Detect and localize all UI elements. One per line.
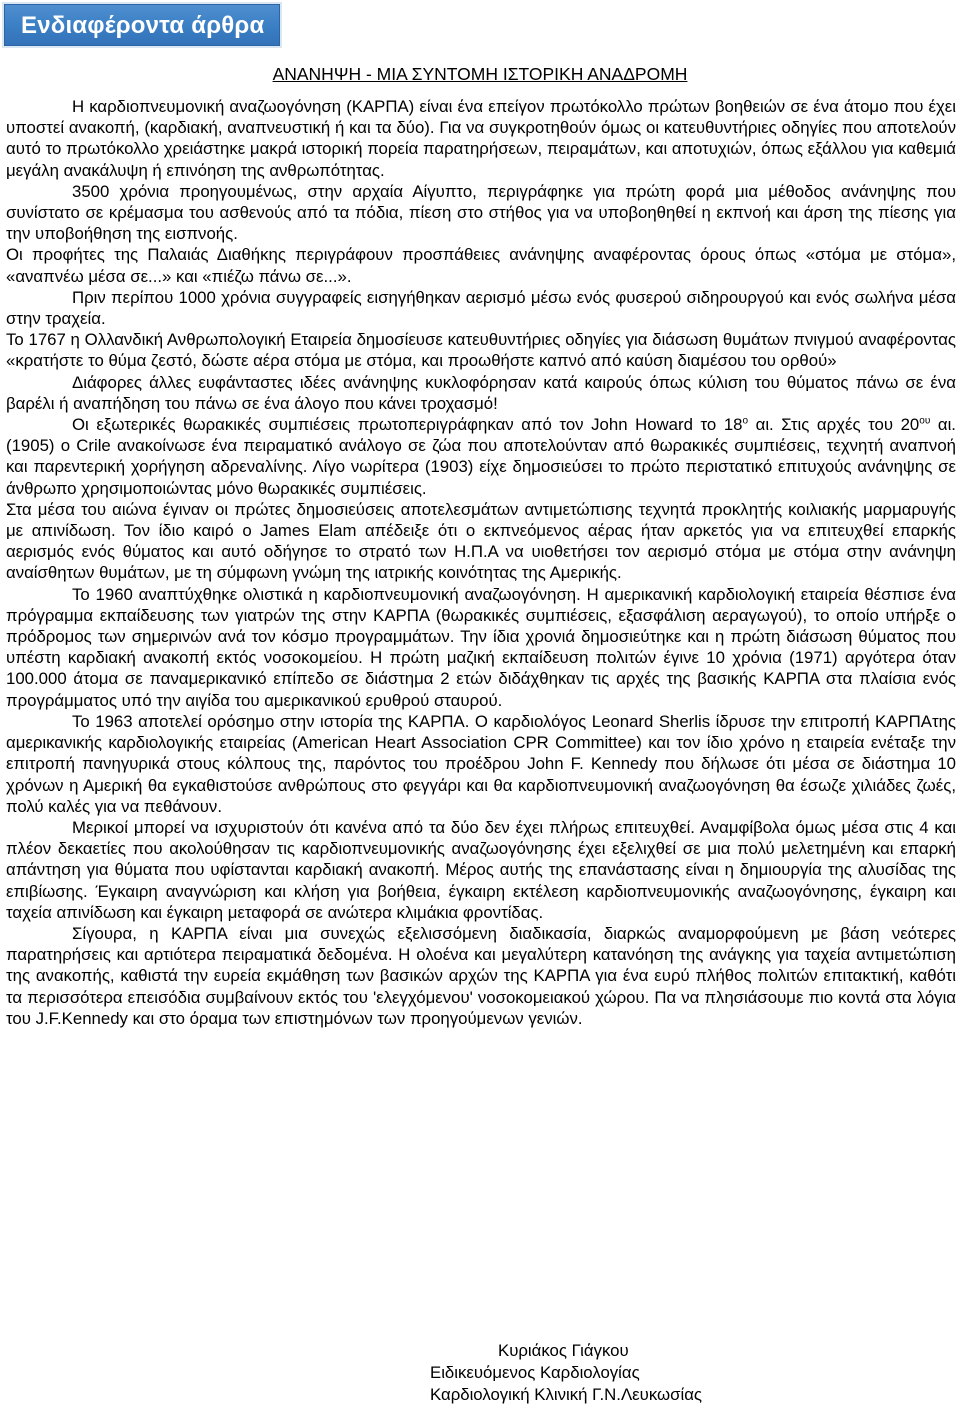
paragraph: Μερικοί μπορεί να ισχυριστούν ότι κανένα από τα δύο δεν έχει πλήρως επιτευχθεί. Αναμφίβολα όμως μέσα στις 4 και πλέον δεκαετίες που ακολούθησαν τις καρδιοπνευμονικής αναζωογόνησης έχει εξελιχθεί σε μια πολύ μελετημένη και επαρκή απάντηση για θύματα που υφίστανται καρδιακή ανακοπή. Μέρος αυτής της επανάστασης είναι η δημιουργία της αλυσίδας της επιβίωσης. Έγκαιρη αναγνώριση και κλήση για βοήθεια, έγκαιρη εκτέλεση καρδιοπνευμονικής αναζωογόνησης, έγκαιρη και ταχεία απινίδωση και έγκαιρη μεταφορά σε ανώτερα κλιμάκια φροντίδας.	[6, 817, 956, 922]
paragraph: Στα μέσα του αιώνα έγιναν οι πρώτες δημοσιεύσεις αποτελεσμάτων αντιμετώπισης τεχνητά προκλητής κοιλιακής μαρμαρυγής με απινίδωση. Τον ίδιο καιρό ο James Elam απέδειξε ότι ο εκπνεόμενος αέρας ήταν αρκετός για να επιτευχθεί επαρκής αερισμός ενός θύματος και αυτό οδήγησε το στρατό των Η.Π.Α να υιοθετήσει τον αερισμό στόμα με στόμα στην ανάνηψη αναίσθητων θυμάτων, με τη σύμφωνη γνώμη της ιατρικής κοινότητας της Αμερικής.	[6, 499, 956, 583]
superscript: ου	[919, 415, 931, 427]
section-banner: Ενδιαφέροντα άρθρα	[4, 4, 280, 46]
text-run: αι. (1905) ο Crile ανακοίνωσε ένα πειραματικό ανάλογο σε ζώα που αποτελούνταν από θωρακικές συμπιέσεις, τεχνητή αναπνοή και παρεντερική χορήγηση αδρεναλίνης. Λίγο νωρίτερα (1903) είχε δημοσιεύσει το πρώτο περιστατικό επιτυχούς ανάνηψης σε άνθρωπο χρησιμοποιώντας μόνο θωρακικές συμπιέσεις.	[6, 415, 956, 498]
text-run: Οι εξωτερικές θωρακικές συμπιέσεις πρωτοπεριγράφηκαν από τον John Howard το 18	[72, 415, 743, 435]
paragraph: Το 1963 αποτελεί ορόσημο στην ιστορία της ΚΑΡΠΑ. Ο καρδιολόγος Leonard Sherlis ίδρυσε την επιτροπή ΚΑΡΠΑτης αμερικανικής καρδιολογικής εταιρείας (American Heart Association CPR Committee) και τον ίδιο χρόνο η εταιρεία ενέταξε την επιτροπή πανηγυρικά στους κόλπους της, παρόντος του προέδρου John F. Kennedy που δήλωσε ότι μέσα σε διάστημα 10 χρόνων η Αμερική θα εγκαθιστούσε ανθρώπους στο φεγγάρι και θα καρδιοπνευμονική αναζωογόνηση θα έσωζε χιλιάδες ζωές, πολύ καλές για να πεθάνουν.	[6, 711, 956, 816]
signature-block	[430, 1340, 702, 1406]
paragraph: 3500 χρόνια προηγουμένως, στην αρχαία Αίγυπτο, περιγράφηκε για πρώτη φορά μια μέθοδος ανάνηψης που συνίστατο σε κρέμασμα του ασθενούς από τα πόδια, πίεση στο στήθος για να υποβοηθηθεί η εκπνοή και άρση της πίεσης για την υποβοήθηση της εισπνοής.	[6, 181, 956, 244]
paragraph: Οι προφήτες της Παλαιάς Διαθήκης περιγράφουν προσπάθειες ανάνηψης αναφέροντας όρους όπως «στόμα με στόμα», «αναπνέω μέσα σε...» και «πιέζω πάνω σε...».	[6, 245, 956, 286]
author-name: Κυριάκος Γιάγκου	[498, 1341, 629, 1360]
superscript: ο	[742, 415, 749, 427]
text-run: αι. Στις αρχές του 20	[748, 415, 920, 435]
paragraph: Πριν περίπου 1000 χρόνια συγγραφείς εισηγήθηκαν αερισμό μέσω ενός φυσερού σιδηρουργού και ενός σωλήνα μέσα στην τραχεία.	[6, 287, 956, 329]
paragraph: Η καρδιοπνευμονική αναζωογόνηση (ΚΑΡΠΑ) είναι ένα επείγον πρωτόκολλο πρώτων βοηθειών σε ένα άτομο που έχει υποστεί ανακοπή, (καρδιακή, αναπνευστική ή και τα δύο). Για να συγκροτηθούν όμως οι κατευθυντήριες οδηγίες που αποτελούν αυτό το πρωτόκολλο χρειάστηκε μακρά ιστορική πορεία παρατηρήσεων, πειραμάτων, και αποτυχιών, όπως εξάλλου για καθεμιά μεγάλη ανακάλυψη ή επινόηση της ανθρωπότητας.	[6, 97, 956, 180]
author-role: Ειδικευόμενος Καρδιολογίας	[430, 1363, 640, 1382]
article-title: ΑΝΑΝΗΨΗ - ΜΙΑ ΣΥΝΤΟΜΗ ΙΣΤΟΡΙΚΗ ΑΝΑΔΡΟΜΗ	[272, 64, 688, 84]
paragraph	[6, 414, 956, 499]
author-affiliation: Καρδιολογική Κλινική Γ.Ν.Λευκωσίας	[430, 1385, 702, 1404]
article-body	[6, 96, 956, 1029]
paragraph: Το 1767 η Ολλανδική Ανθρωπολογική Εταιρεία δημοσίευσε κατευθυντήριες οδηγίες για διάσωση θυμάτων πνιγμού αναφέροντας «κρατήστε το θύμα ζεστό, δώστε αέρα στόμα με στόμα, και προωθήστε καπνό από καύση διαμέσου του ορθού»	[6, 330, 956, 371]
paragraph: Διάφορες άλλες ευφάνταστες ιδέες ανάνηψης κυκλοφόρησαν κατά καιρούς όπως κύλιση του θύματος πάνω σε ένα βαρέλι ή αναπήδηση του πάνω σε ένα άλογο που κάνει τροχασμό!	[6, 372, 956, 413]
paragraph: Το 1960 αναπτύχθηκε ολιστικά η καρδιοπνευμονική αναζωογόνηση. Η αμερικανική καρδιολογική εταιρεία θέσπισε ένα πρόγραμμα εκπαίδευσης των γιατρών της στην ΚΑΡΠΑ (θωρακικές συμπιέσεις, εξασφάλιση αεραγωγού), το οποίο υπήρξε ο πρόδρομος των σημερινών ανά τον κόσμο προγραμμάτων. Την ίδια χρονιά δημοσιεύτηκε και η πρώτη διάσωση θύματος που υπέστη καρδιακή ανακοπή εκτός νοσοκομείου. Η πρώτη μαζική εκπαίδευση πολιτών έγινε 10 χρόνια (1971) αργότερα όταν 100.000 άτομα σε παναμερικανικό επίπεδο σε διάστημα 2 ετών διδάχθηκαν τις αρχές της βασικής ΚΑΡΠΑ στα πλαίσια ενός προγράμματος υπό την αιγίδα του αμερικανικού ερυθρού σταυρού.	[6, 584, 956, 710]
paragraph: Σίγουρα, η ΚΑΡΠΑ είναι μια συνεχώς εξελισσόμενη διαδικασία, διαρκώς αναμορφούμενη με βάση νεότερες παρατηρήσεις και αρτιότερα πειραματικά δεδομένα. Η ολοένα και μεγαλύτερη κατανόηση της ανάγκης για ταχεία αντιμετώπιση της ανακοπής, καθιστά την ευρεία εκμάθηση των βασικών αρχών της ΚΑΡΠΑ για ένα ευρύ πλήθος πολιτών επιτακτική, καθότι τα περισσότερα επεισόδια συμβαίνουν εκτός του 'ελεγχόμενου' νοσοκομειακού χώρου. Πα να πλησιάσουμε πιο κοντά στα λόγια του J.F.Kennedy και στο όραμα των επιστημόνων των προηγούμενων γενιών.	[6, 923, 956, 1028]
